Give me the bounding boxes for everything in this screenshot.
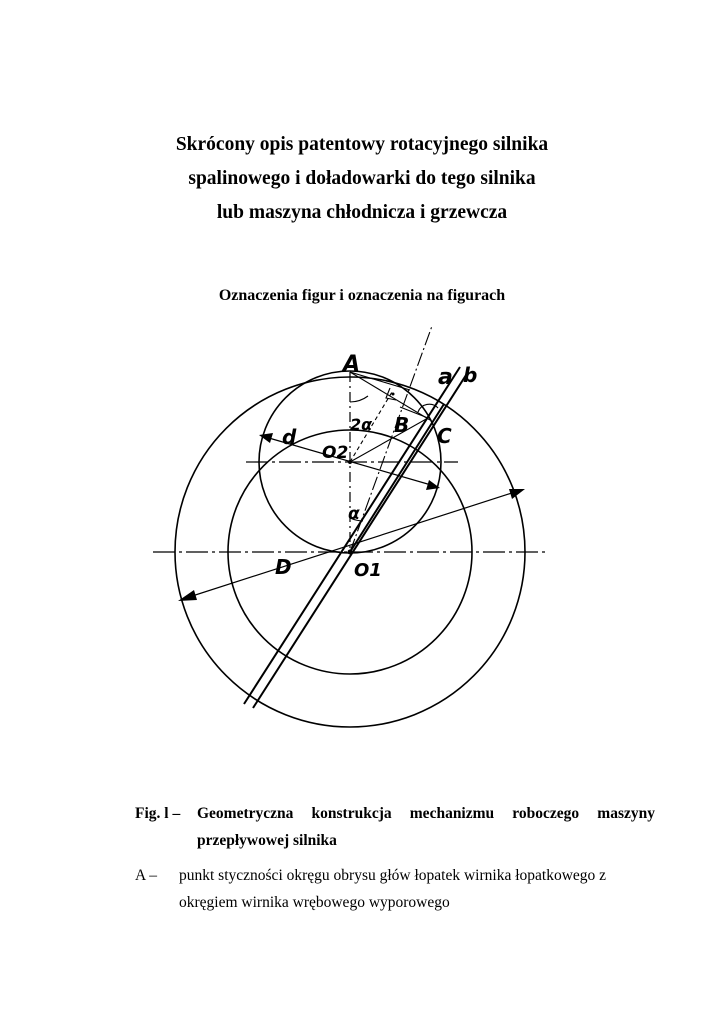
label-O2: O2	[322, 443, 349, 463]
label-C: C	[437, 424, 452, 448]
caption-text-line-1: Geometryczna konstrukcja mechanizmu roboczego maszyny	[197, 805, 655, 822]
point-o2	[348, 460, 352, 464]
label-b: b	[463, 363, 478, 387]
definition-item	[135, 862, 655, 916]
right-angle-dot	[392, 393, 395, 396]
title-line-1: Skrócony opis patentowy rotacyjnego silnika	[175, 134, 549, 155]
title-line-3: lub maszyna chłodnicza i grzewcza	[216, 202, 508, 223]
figure-caption	[135, 800, 655, 916]
caption-text-line-2: przepływowej silnika	[197, 832, 337, 849]
point-o1	[348, 550, 353, 555]
angle-arc-2alpha	[350, 396, 368, 402]
label-A: A	[343, 352, 361, 377]
label-2alpha: 2α	[350, 415, 373, 434]
label-D: D	[275, 555, 292, 579]
geometric-construction-figure	[0, 318, 724, 738]
label-d: d	[282, 425, 297, 449]
section-subtitle: Oznaczenia figur i oznaczenia na figurach	[218, 287, 506, 304]
caption-label: Fig. l –	[135, 805, 181, 822]
definition-line-1: punkt styczności okręgu obrysu głów łopatek wirnika łopatkowego z	[179, 867, 607, 884]
caption-row	[135, 800, 655, 854]
label-O1: O1	[354, 560, 382, 581]
label-alpha: α	[348, 504, 360, 524]
label-B: B	[394, 413, 410, 437]
definition-line-2: okręgiem wirnika wrębowego wyporowego	[179, 894, 450, 911]
label-a: a	[438, 365, 453, 390]
document-title	[0, 128, 724, 230]
definition-term: A –	[135, 867, 157, 884]
title-line-2: spalinowego i doładowarki do tego silnika	[188, 168, 536, 189]
